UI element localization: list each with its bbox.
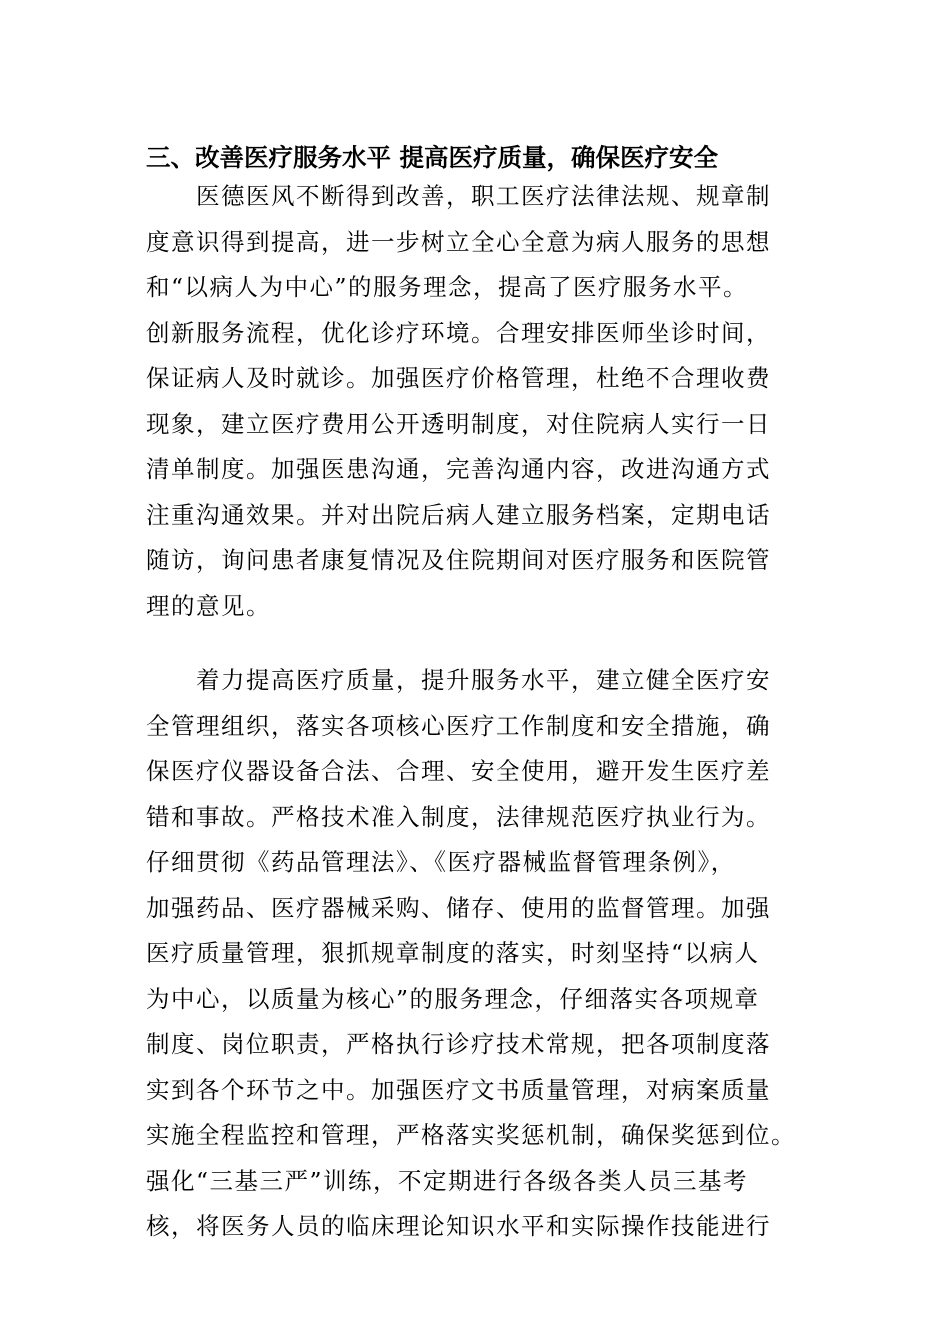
paragraph-line: 保医疗仪器设备合法、合理、安全使用，避开发生医疗差 <box>146 757 771 785</box>
paragraph-line: 医疗质量管理，狠抓规章制度的落实，时刻坚持“以病人 <box>146 939 760 967</box>
paragraph-line: 注重沟通效果。并对出院后病人建立服务档案，定期电话 <box>146 500 771 529</box>
section-heading: 三、改善医疗服务水平 提高医疗质量，确保医疗安全 <box>146 143 719 172</box>
paragraph-2 <box>146 658 806 1250</box>
paragraph-line: 现象，建立医疗费用公开透明制度，对住院病人实行一日 <box>146 409 771 438</box>
paragraph-line: 着力提高医疗质量，提升服务水平，建立健全医疗安 <box>146 666 771 694</box>
paragraph-line: 强化“三基三严”训练，不定期进行各级各类人员三基考 <box>146 1166 749 1195</box>
paragraph-line: 保证病人及时就诊。加强医疗价格管理，杜绝不合理收费 <box>146 364 771 392</box>
paragraph-line: 实到各个环节之中。加强医疗文书质量管理，对病案质量 <box>146 1075 771 1104</box>
paragraph-1 <box>146 174 806 629</box>
paragraph-line: 度意识得到提高，进一步树立全心全意为病人服务的思想 <box>146 227 771 256</box>
paragraph-line: 核，将医务人员的临床理论知识水平和实际操作技能进行 <box>146 1212 771 1240</box>
paragraph-line: 为中心，以质量为核心”的服务理念，仔细落实各项规章 <box>146 984 760 1013</box>
paragraph-line: 清单制度。加强医患沟通，完善沟通内容，改进沟通方式 <box>146 455 771 483</box>
paragraph-line: 创新服务流程，优化诊疗环境。合理安排医师坐诊时间， <box>146 318 771 347</box>
paragraph-line: 制度、岗位职责，严格执行诊疗技术常规，把各项制度落 <box>146 1030 771 1058</box>
paragraph-line: 加强药品、医疗器械采购、储存、使用的监督管理。加强 <box>146 893 771 922</box>
paragraph-line: 和“以病人为中心”的服务理念，提高了医疗服务水平。 <box>146 273 749 301</box>
paragraph-line: 理的意见。 <box>146 591 271 620</box>
paragraph-line: 全管理组织，落实各项核心医疗工作制度和安全措施，确 <box>146 711 771 740</box>
paragraph-line: 错和事故。严格技术准入制度，法律规范医疗执业行为。 <box>146 802 771 831</box>
paragraph-line: 仔细贯彻《药品管理法》、《医疗器械监督管理条例》， <box>146 848 736 876</box>
paragraph-line: 医德医风不断得到改善，职工医疗法律法规、规章制 <box>146 182 771 210</box>
paragraph-line: 随访，询问患者康复情况及住院期间对医疗服务和医院管 <box>146 546 771 574</box>
paragraph-line: 实施全程监控和管理，严格落实奖惩机制，确保奖惩到位。 <box>146 1121 796 1149</box>
